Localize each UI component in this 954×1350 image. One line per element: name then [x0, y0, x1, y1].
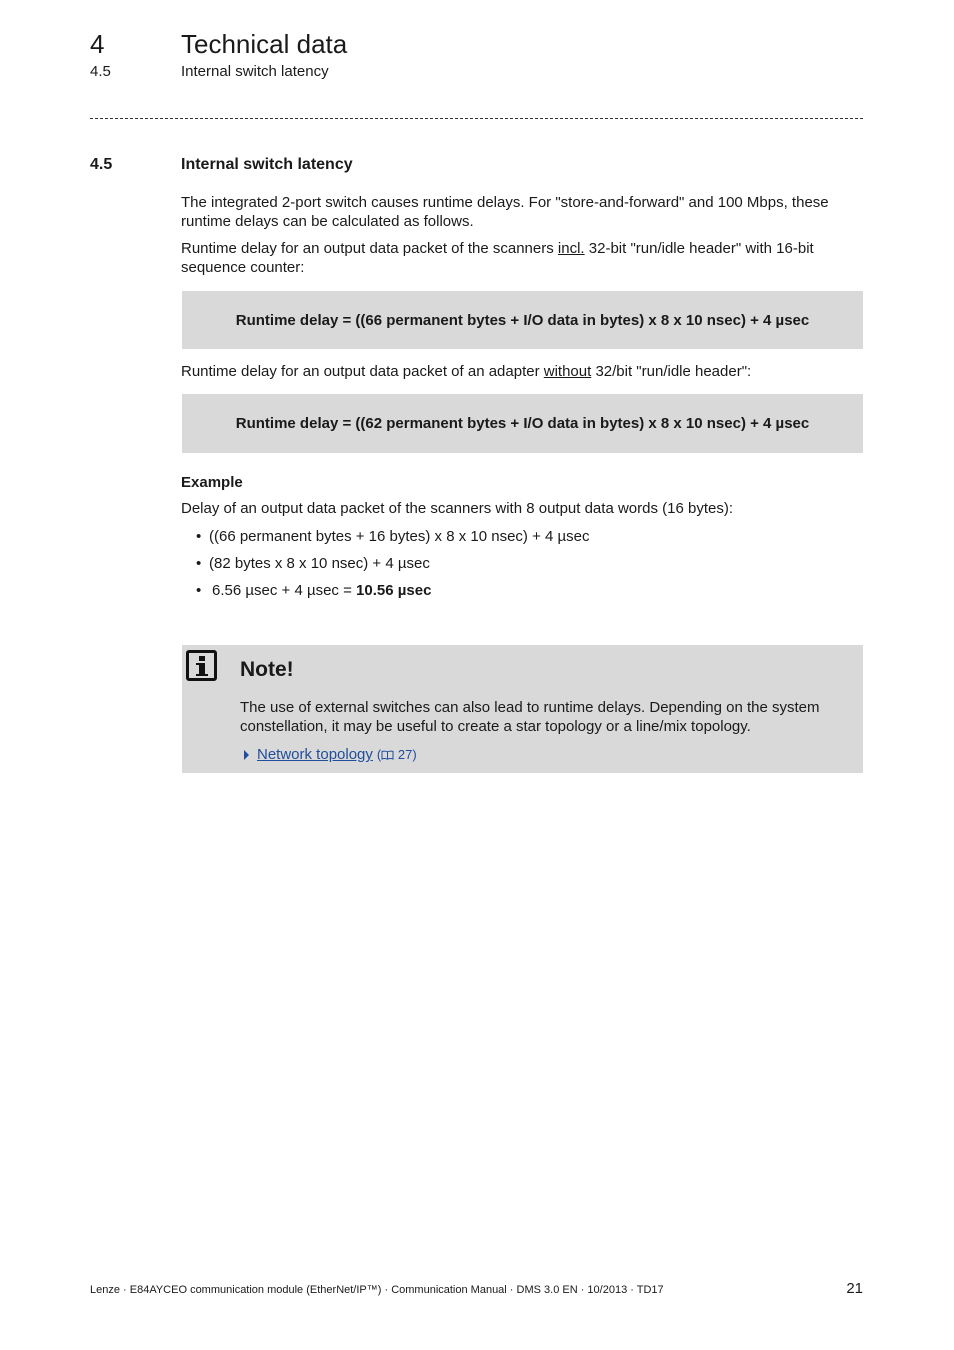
- list-item: ((66 permanent bytes + 16 bytes) x 8 x 10 nsec) + 4 µsec: [209, 528, 590, 545]
- page-reference-open: (: [376, 747, 382, 762]
- list-item: [212, 581, 431, 600]
- intro-paragraph: The integrated 2-port switch causes runtime delays. For "store-and-forward" and 100 Mbps, these runtime delays can be calculated as follows.: [181, 194, 829, 230]
- section-number: 4.5: [90, 156, 113, 173]
- adapter-text-after: 32/bit "run/idle header":: [591, 363, 752, 380]
- footer-text: Lenze · E84AYCEO communication module (EtherNet/IP™) · Communication Manual · DMS 3.0 EN · 10/2013 · TD17: [90, 1284, 664, 1296]
- result-value: 10.56 µsec: [356, 582, 432, 599]
- scanner-text-underlined: incl.: [557, 240, 585, 257]
- adapter-paragraph: [181, 362, 863, 381]
- result-prefix: 6.56 µsec + 4 µsec =: [212, 582, 357, 599]
- info-icon: [186, 650, 217, 681]
- page-number: 21: [846, 1280, 863, 1297]
- page-reference[interactable]: [377, 745, 417, 764]
- section-title: Internal switch latency: [181, 156, 353, 173]
- chapter-title: Technical data: [181, 29, 348, 59]
- formula-box-scanner: [182, 291, 863, 349]
- network-topology-link[interactable]: Network topology: [257, 746, 373, 763]
- network-topology-link-row[interactable]: [244, 745, 417, 764]
- arrow-right-icon: [244, 750, 249, 760]
- example-heading: Example: [181, 474, 243, 491]
- header-divider: [90, 118, 863, 119]
- example-paragraph: Delay of an output data packet of the scanners with 8 output data words (16 bytes):: [181, 500, 733, 517]
- bullet-marker: •: [196, 555, 202, 572]
- formula-box-adapter: [182, 394, 863, 453]
- chapter-number: 4: [90, 29, 105, 59]
- bullet-marker: •: [196, 582, 202, 599]
- adapter-text-underlined: without: [543, 363, 592, 380]
- header-section-title: Internal switch latency: [181, 63, 329, 80]
- list-item: (82 bytes x 8 x 10 nsec) + 4 µsec: [209, 555, 430, 572]
- scanner-paragraph: [181, 239, 863, 277]
- scanner-text-after: 32-bit "run/idle header" with 16-bit sequence counter:: [181, 240, 814, 276]
- book-icon: [381, 750, 394, 760]
- formula-scanner: Runtime delay = ((66 permanent bytes + I/O data in bytes) x 8 x 10 nsec) + 4 µsec: [235, 311, 810, 329]
- note-title: Note!: [240, 658, 294, 681]
- note-text: The use of external switches can also lead to runtime delays. Depending on the system constellation, it may be useful to create a star topology or a line/mix topology.: [240, 699, 820, 735]
- header-section-number: 4.5: [90, 63, 111, 80]
- formula-adapter: Runtime delay = ((62 permanent bytes + I/O data in bytes) x 8 x 10 nsec) + 4 µsec: [235, 415, 810, 432]
- scanner-text-before: Runtime delay for an output data packet of the scanners: [181, 240, 558, 257]
- page-reference-number: 27): [394, 747, 417, 762]
- adapter-text-before: Runtime delay for an output data packet of an adapter: [181, 363, 544, 380]
- bullet-marker: •: [196, 528, 202, 545]
